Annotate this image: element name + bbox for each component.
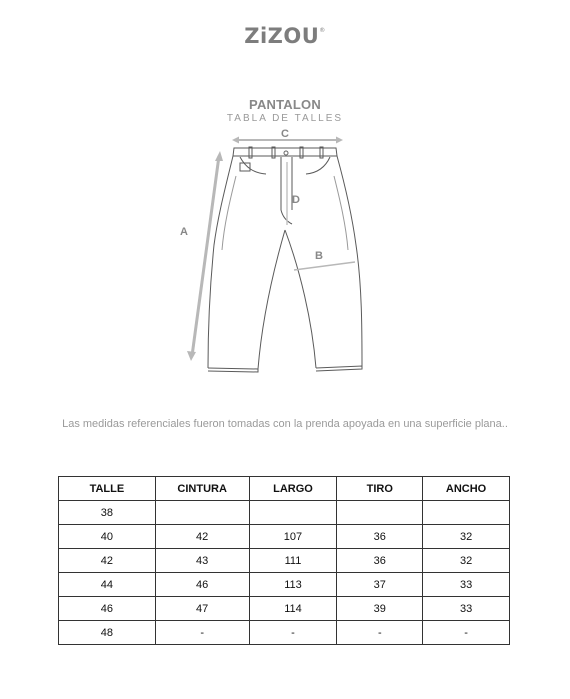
measure-a xyxy=(180,151,223,361)
label-b: B xyxy=(315,250,323,262)
cell-tiro: 37 xyxy=(337,573,423,597)
cell-largo: - xyxy=(249,621,337,645)
cell-largo xyxy=(249,501,337,525)
measure-c xyxy=(232,128,343,144)
pants-diagram xyxy=(0,120,570,380)
cell-talle: 46 xyxy=(59,597,156,621)
cell-ancho: 33 xyxy=(423,597,510,621)
pants-outline xyxy=(208,147,362,372)
cell-ancho: 32 xyxy=(423,525,510,549)
page-subtitle: TABLA DE TALLES xyxy=(226,113,344,124)
brand-logo xyxy=(0,24,570,48)
header-ancho: ANCHO xyxy=(423,477,510,501)
measurement-note: Las medidas referenciales fueron tomadas con la prenda apoyada en una superficie plana.. xyxy=(62,418,508,430)
page-title: PANTALON xyxy=(249,97,321,112)
cell-talle: 42 xyxy=(59,549,156,573)
cell-talle: 48 xyxy=(59,621,156,645)
cell-largo: 113 xyxy=(249,573,337,597)
header-largo: LARGO xyxy=(249,477,337,501)
cell-largo: 114 xyxy=(249,597,337,621)
label-d: D xyxy=(292,194,300,206)
cell-talle: 44 xyxy=(59,573,156,597)
header-tiro: TIRO xyxy=(337,477,423,501)
cell-cintura xyxy=(155,501,249,525)
header-talle: TALLE xyxy=(59,477,156,501)
header-cintura: CINTURA xyxy=(155,477,249,501)
cell-cintura: 46 xyxy=(155,573,249,597)
label-c: C xyxy=(281,128,289,140)
cell-tiro xyxy=(337,501,423,525)
cell-talle: 40 xyxy=(59,525,156,549)
cell-cintura: - xyxy=(155,621,249,645)
cell-cintura: 42 xyxy=(155,525,249,549)
measure-b xyxy=(294,250,355,270)
cell-ancho: 32 xyxy=(423,549,510,573)
label-a: A xyxy=(180,226,188,238)
cell-ancho xyxy=(423,501,510,525)
measure-d xyxy=(287,162,300,225)
table-row xyxy=(59,597,510,621)
cell-tiro: 36 xyxy=(337,549,423,573)
brand-name: ZiZOU xyxy=(244,24,320,48)
size-table xyxy=(58,476,510,645)
cell-talle: 38 xyxy=(59,501,156,525)
cell-ancho: 33 xyxy=(423,573,510,597)
table-row xyxy=(59,573,510,597)
table-header-row xyxy=(59,477,510,501)
table-row xyxy=(59,525,510,549)
table-row xyxy=(59,621,510,645)
cell-tiro: - xyxy=(337,621,423,645)
cell-tiro: 36 xyxy=(337,525,423,549)
table-row xyxy=(59,549,510,573)
cell-ancho: - xyxy=(423,621,510,645)
cell-cintura: 47 xyxy=(155,597,249,621)
cell-largo: 107 xyxy=(249,525,337,549)
cell-largo: 111 xyxy=(249,549,337,573)
cell-cintura: 43 xyxy=(155,549,249,573)
registered-mark: ® xyxy=(319,27,326,34)
table-row xyxy=(59,501,510,525)
cell-tiro: 39 xyxy=(337,597,423,621)
